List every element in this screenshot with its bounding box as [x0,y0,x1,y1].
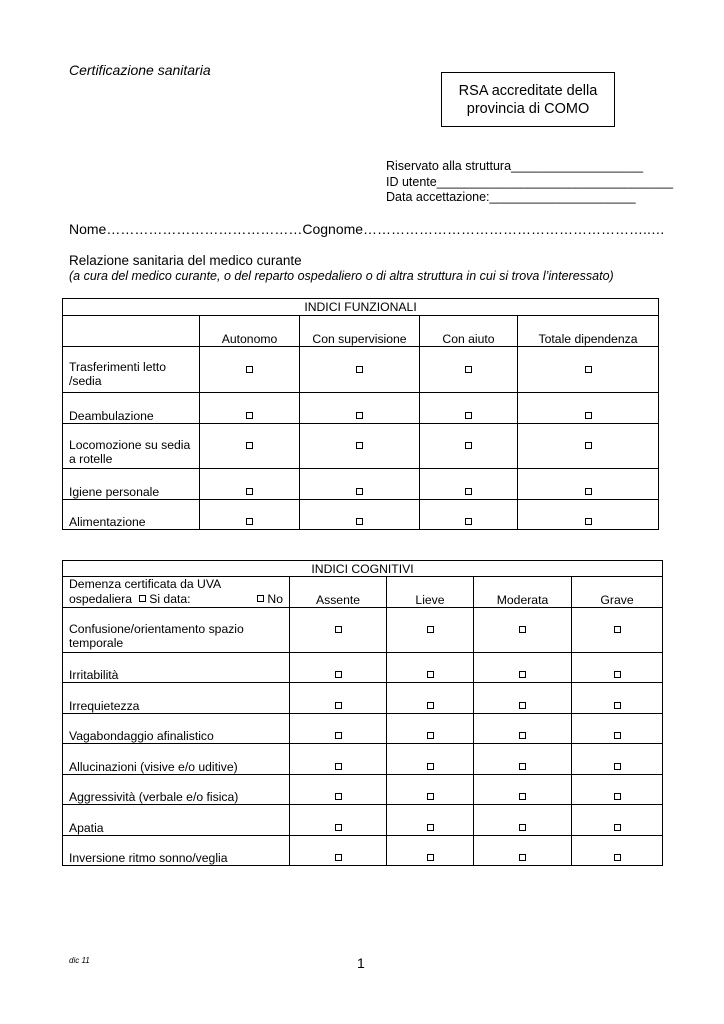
checkbox[interactable] [614,626,621,633]
document-label: Certificazione sanitaria [69,62,211,78]
checkbox[interactable] [614,763,621,770]
col-header-autonomo: Autonomo [200,316,300,347]
row-label: Igiene personale [63,469,200,500]
dementia-no-checkbox[interactable] [257,595,264,602]
checkbox[interactable] [614,732,621,739]
footer-version: dic 11 [69,956,90,965]
checkbox[interactable] [585,412,592,419]
dementia-no-label: No [267,592,283,606]
checkbox[interactable] [356,366,363,373]
dementia-si-label: Si data: [149,592,191,606]
checkbox[interactable] [585,366,592,373]
functional-indices-table [62,298,659,530]
col-header-assente: Assente [290,577,387,608]
checkbox[interactable] [585,518,592,525]
table-row [63,775,663,805]
dementia-ospedaliera: ospedaliera [69,592,133,606]
col-header-grave: Grave [572,577,663,608]
col-header-con-aiuto: Con aiuto [420,316,518,347]
checkbox[interactable] [614,702,621,709]
table-row [63,608,663,653]
checkbox[interactable] [427,854,434,861]
checkbox[interactable] [335,793,342,800]
reserved-section [386,159,674,206]
checkbox[interactable] [246,488,253,495]
checkbox[interactable] [427,626,434,633]
checkbox[interactable] [246,412,253,419]
table-row [63,653,663,683]
checkbox[interactable] [335,702,342,709]
col-header-moderata: Moderata [474,577,572,608]
table-row [63,714,663,744]
checkbox[interactable] [356,488,363,495]
checkbox[interactable] [335,671,342,678]
checkbox[interactable] [614,793,621,800]
checkbox[interactable] [519,763,526,770]
checkbox[interactable] [427,732,434,739]
dementia-cell [63,577,290,608]
row-label: Locomozione su sedia a rotelle [63,424,200,469]
checkbox[interactable] [427,671,434,678]
col-header-lieve: Lieve [387,577,474,608]
table-row [63,393,659,424]
checkbox[interactable] [585,442,592,449]
checkbox[interactable] [519,824,526,831]
checkbox[interactable] [465,488,472,495]
row-label: Aggressività (verbale e/o fisica) [63,775,290,805]
checkbox[interactable] [335,732,342,739]
dementia-si-checkbox[interactable] [139,595,146,602]
acceptance-date-field[interactable]: Data accettazione:_____________________ [386,190,636,204]
table-row [63,683,663,714]
checkbox[interactable] [519,671,526,678]
checkbox[interactable] [519,793,526,800]
row-label: Inversione ritmo sonno/veglia [63,836,290,866]
cognitive-table-title: INDICI COGNITIVI [63,561,663,577]
rsa-title-line2: provincia di COMO [466,100,590,117]
checkbox[interactable] [519,732,526,739]
row-label: Irritabilità [63,653,290,683]
row-label: Confusione/orientamento spazio temporale [63,608,290,653]
checkbox[interactable] [427,824,434,831]
table-row [63,805,663,836]
rsa-title-box [441,72,615,127]
row-label: Apatia [63,805,290,836]
checkbox[interactable] [614,824,621,831]
checkbox[interactable] [246,366,253,373]
row-label: Vagabondaggio afinalistico [63,714,290,744]
checkbox[interactable] [465,518,472,525]
checkbox[interactable] [335,824,342,831]
checkbox[interactable] [465,412,472,419]
table-row [63,469,659,500]
checkbox[interactable] [465,442,472,449]
cognitive-indices-table [62,560,663,866]
col-header-con-supervisione: Con supervisione [300,316,420,347]
rsa-title-line1: RSA accreditate della [458,82,598,99]
name-surname-line[interactable]: Nome……………………………………Cognome……………………………………………………..… [69,221,665,237]
page-number: 1 [357,955,365,971]
checkbox[interactable] [427,793,434,800]
checkbox[interactable] [356,412,363,419]
report-title: Relazione sanitaria del medico curante [69,253,302,268]
checkbox[interactable] [585,488,592,495]
table-row [63,424,659,469]
checkbox[interactable] [614,671,621,678]
table-row [63,500,659,530]
table-row [63,744,663,775]
table-row [63,836,663,866]
checkbox[interactable] [519,854,526,861]
checkbox[interactable] [335,854,342,861]
checkbox[interactable] [246,442,253,449]
checkbox[interactable] [335,763,342,770]
checkbox[interactable] [356,442,363,449]
row-label: Allucinazioni (visive e/o uditive) [63,744,290,775]
checkbox[interactable] [427,763,434,770]
report-subtitle: (a cura del medico curante, o del reparto ospedaliero o di altra struttura in cui si trova l’interessato) [69,269,614,283]
functional-table-title: INDICI FUNZIONALI [63,299,659,316]
checkbox[interactable] [335,626,342,633]
table-row [63,347,659,393]
row-label: Irrequietezza [63,683,290,714]
checkbox[interactable] [465,366,472,373]
reserved-structure-field[interactable]: Riservato alla struttura___________________ [386,159,644,173]
user-id-field[interactable]: ID utente__________________________________ [386,174,674,189]
checkbox[interactable] [519,626,526,633]
checkbox[interactable] [356,518,363,525]
col-header-totale-dipendenza: Totale dipendenza [518,316,659,347]
row-label: Deambulazione [63,393,200,424]
row-label: Alimentazione [63,500,200,530]
checkbox[interactable] [519,702,526,709]
checkbox[interactable] [246,518,253,525]
row-label: Trasferimenti letto /sedia [63,347,200,393]
dementia-label: Demenza certificata da UVA [69,577,222,591]
checkbox[interactable] [427,702,434,709]
functional-header-empty [63,316,200,347]
checkbox[interactable] [614,854,621,861]
